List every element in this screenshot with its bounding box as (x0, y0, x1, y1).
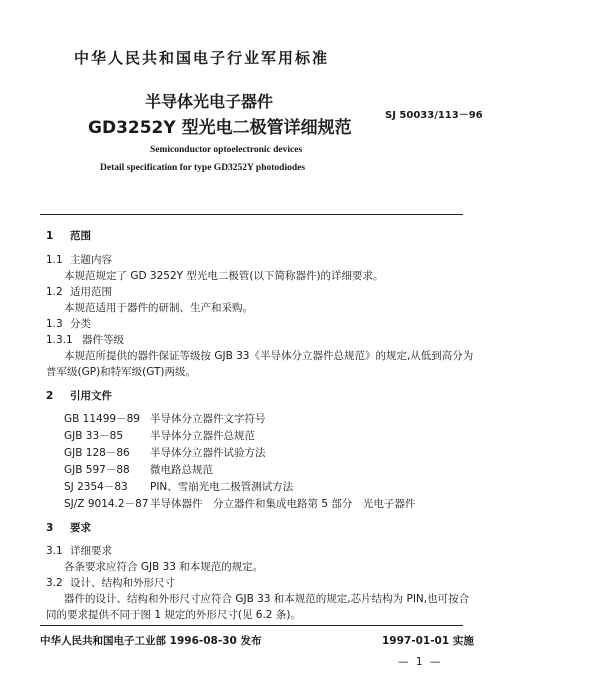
section-title: 详细要求 (70, 545, 112, 557)
section-number: 3.2 (46, 577, 63, 589)
standard-number: SJ 50033/113－96 (385, 110, 483, 121)
section-number: 1.3.1 (46, 334, 73, 346)
section-1-2-heading (46, 284, 112, 299)
section-1-3-1-body-line1: 本规范所提供的器件保证等级按 GJB 33《半导体分立器件总规范》的规定,从低到高分为 (64, 350, 474, 362)
reference-title: 半导体分立器件试验方法 (150, 447, 266, 459)
section-3-2-heading (46, 575, 175, 590)
section-3-1-body: 各条要求应符合 GJB 33 和本规范的规定。 (64, 561, 264, 573)
section-1-3-1-heading (46, 332, 124, 347)
section-number: 3.1 (46, 545, 63, 557)
section-title: 引用文件 (70, 390, 112, 402)
section-3-2-body-line2: 同的要求提供不同于图 1 规定的外形尺寸(见 6.2 条)。 (46, 609, 301, 621)
section-number: 3 (46, 522, 54, 534)
section-title: 适用范围 (70, 286, 112, 298)
section-3-1-heading (46, 543, 112, 558)
section-1-1-heading (46, 252, 112, 267)
reference-title: 半导体分立器件总规范 (150, 430, 255, 442)
section-1-3-1-body-line2: 普军级(GP)和特军级(GT)两级。 (46, 366, 197, 378)
reference-code: GJB 597－88 (64, 464, 130, 476)
section-title: 主题内容 (70, 254, 112, 266)
reference-code: GJB 33－85 (64, 430, 123, 442)
english-title-line2: Detail specification for type GD3252Y photodiodes (100, 163, 306, 173)
section-number: 1.1 (46, 254, 63, 266)
issue-date: 中华人民共和国电子工业部 1996-08-30 发布 (40, 635, 262, 647)
effective-date: 1997-01-01 实施 (382, 635, 474, 647)
section-title: 要求 (70, 522, 91, 534)
section-number: 1.2 (46, 286, 63, 298)
section-1-2-body: 本规范适用于器件的研制、生产和采购。 (64, 302, 253, 314)
section-title: 范围 (70, 230, 91, 242)
section-number: 1.3 (46, 318, 63, 330)
section-2-heading (46, 388, 112, 403)
page-number: — 1 — (398, 656, 443, 668)
english-title-line1: Semiconductor optoelectronic devices (150, 145, 303, 155)
reference-code: SJ 2354－83 (64, 481, 128, 493)
reference-title: 半导体分立器件文字符号 (150, 413, 266, 425)
header-divider (40, 214, 463, 215)
section-title: 分类 (70, 318, 91, 330)
doc-title-line2: GD3252Y 型光电二极管详细规范 (88, 118, 352, 138)
section-title: 设计、结构和外形尺寸 (70, 577, 175, 589)
footer-divider (40, 625, 463, 626)
section-3-heading (46, 520, 91, 535)
section-1-3-heading (46, 316, 91, 331)
reference-title: 微电路总规范 (150, 464, 213, 476)
standard-title: 中华人民共和国电子行业军用标准 (74, 49, 330, 67)
section-number: 1 (46, 230, 54, 242)
reference-title: PIN、雪崩光电二极管测试方法 (150, 481, 294, 493)
doc-title-line1: 半导体光电子器件 (145, 92, 274, 111)
reference-code: GB 11499－89 (64, 413, 140, 425)
section-1-heading (46, 228, 91, 243)
section-1-1-body: 本规范规定了 GD 3252Y 型光电二极管(以下简称器件)的详细要求。 (64, 270, 384, 282)
section-3-2-body-line1: 器件的设计、结构和外形尺寸应符合 GJB 33 和本规范的规定,芯片结构为 PIN,也可按合 (64, 593, 470, 605)
reference-code: GJB 128－86 (64, 447, 130, 459)
reference-title: 半导体器件 分立器件和集成电路第 5 部分 光电子器件 (150, 498, 416, 510)
reference-code: SJ/Z 9014.2－87 (64, 498, 149, 510)
section-title: 器件等级 (82, 334, 124, 346)
section-number: 2 (46, 390, 54, 402)
